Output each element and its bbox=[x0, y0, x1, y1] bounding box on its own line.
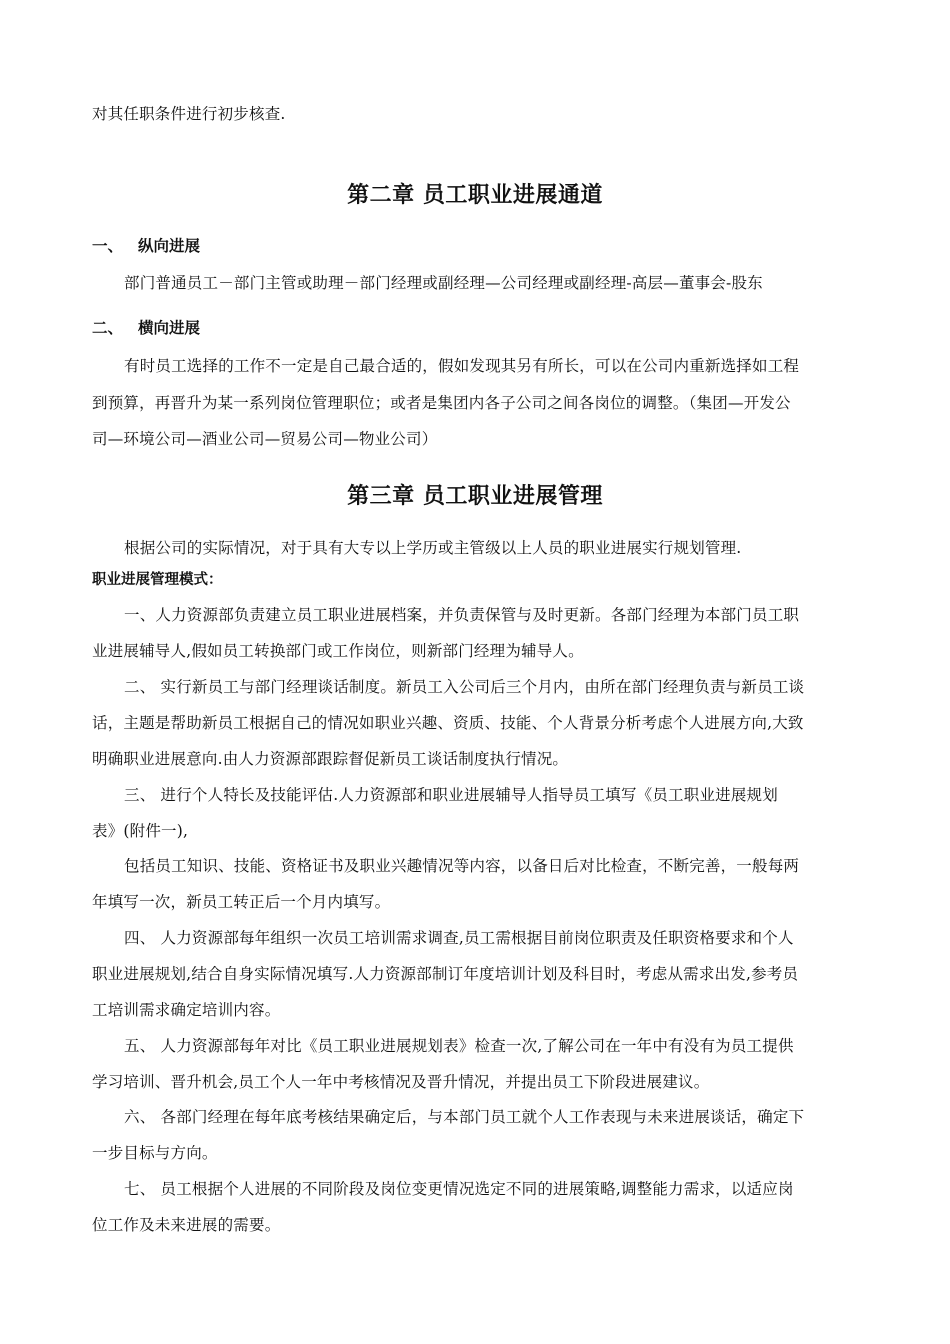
item-line: 业进展辅导人,假如员工转换部门或工作岗位，则新部门经理为辅导人。 bbox=[92, 642, 584, 660]
item-line: 明确职业进展意向.由人力资源部跟踪督促新员工谈话制度执行情况。 bbox=[92, 750, 569, 768]
item-line: 工培训需求确定培训内容。 bbox=[92, 1001, 281, 1019]
section-title: 纵向进展 bbox=[138, 237, 201, 255]
section-vertical-heading bbox=[92, 236, 200, 256]
item-line: 七、 员工根据个人进展的不同阶段及岗位变更情况选定不同的进展策略,调整能力需求，以适应岗 bbox=[124, 1180, 794, 1198]
management-mode-label: 职业进展管理模式： bbox=[92, 572, 223, 588]
item-line: 二、 实行新员工与部门经理谈话制度。新员工入公司后三个月内，由所在部门经理负责与新员工谈 bbox=[124, 678, 805, 696]
carryover-text: 对其任职条件进行初步核查. bbox=[92, 105, 286, 123]
vertical-path-text: 部门普通员工－部门主管或助理－部门经理或副经理—公司经理或副经理-高层—董事会-股东 bbox=[124, 274, 763, 292]
item-line: 三、 进行个人特长及技能评估.人力资源部和职业进展辅导人指导员工填写《员工职业进展规划 bbox=[124, 786, 778, 804]
item-line: 一步目标与方向。 bbox=[92, 1144, 218, 1162]
item-line: 一、人力资源部负责建立员工职业进展档案，并负责保管与及时更新。各部门经理为本部门员工职 bbox=[124, 606, 800, 624]
item-line: 五、 人力资源部每年对比《员工职业进展规划表》检查一次,了解公司在一年中有没有为员工提供 bbox=[124, 1037, 794, 1055]
item-line: 四、 人力资源部每年组织一次员工培训需求调查,员工需根据目前岗位职责及任职资格要求和个人 bbox=[124, 929, 794, 947]
item-line: 年填写一次，新员工转正后一个月内填写。 bbox=[92, 893, 391, 911]
horizontal-paragraph-line: 司—环境公司—酒业公司—贸易公司—物业公司） bbox=[92, 430, 438, 448]
item-line: 学习培训、晋升机会,员工个人一年中考核情况及晋升情况，并提出员工下阶段进展建议。 bbox=[92, 1073, 710, 1091]
item-line: 包括员工知识、技能、资格证书及职业兴趣情况等内容，以备日后对比检查，不断完善，一般每两 bbox=[124, 857, 800, 875]
section-number: 二、 bbox=[92, 319, 124, 337]
chapter-3-title: 第三章 员工职业进展管理 bbox=[347, 484, 603, 509]
item-line: 位工作及未来进展的需要。 bbox=[92, 1216, 281, 1234]
chapter-3-intro: 根据公司的实际情况，对于具有大专以上学历或主管级以上人员的职业进展实行规划管理. bbox=[124, 539, 742, 557]
item-line: 职业进展规划,结合自身实际情况填写.人力资源部制订年度培训计划及科目时，考虑从需求出发,参考员 bbox=[92, 965, 799, 983]
horizontal-paragraph-line: 到预算，再晋升为某一系列岗位管理职位；或者是集团内各子公司之间各岗位的调整。（集团—开发公 bbox=[92, 394, 791, 412]
section-number: 一、 bbox=[92, 237, 124, 255]
item-line: 表》(附件一), bbox=[92, 822, 189, 840]
horizontal-paragraph-line: 有时员工选择的工作不一定是自己最合适的，假如发现其另有所长，可以在公司内重新选择如工程 bbox=[124, 357, 800, 375]
section-horizontal-heading bbox=[92, 318, 200, 338]
chapter-2-title: 第二章 员工职业进展通道 bbox=[347, 183, 603, 208]
item-line: 话，主题是帮助新员工根据自己的情况如职业兴趣、资质、技能、个人背景分析考虑个人进展方向,大致 bbox=[92, 714, 804, 732]
section-title: 横向进展 bbox=[138, 319, 201, 337]
item-line: 六、 各部门经理在每年底考核结果确定后，与本部门员工就个人工作表现与未来进展谈话，确定下 bbox=[124, 1108, 805, 1126]
